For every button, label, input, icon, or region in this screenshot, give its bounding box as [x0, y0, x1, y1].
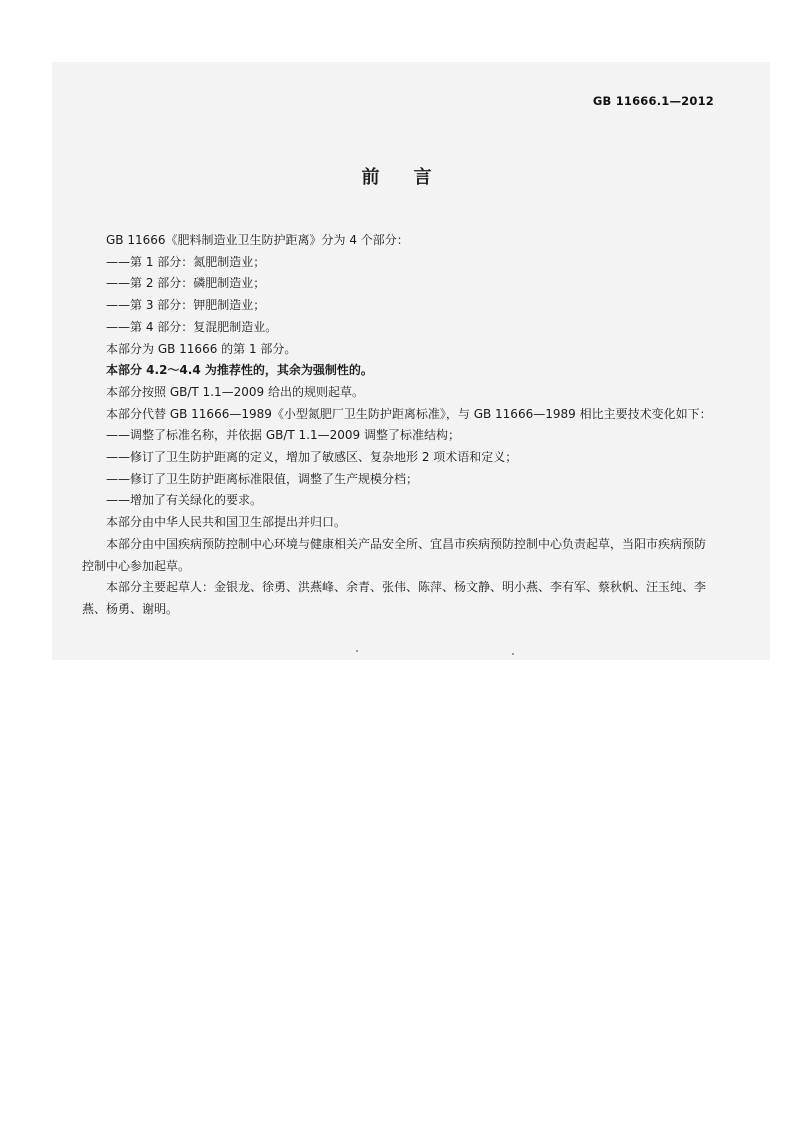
list-item-change-3: ——修订了卫生防护距离标准限值，调整了生产规模分档； [106, 471, 419, 486]
paragraph-drafting-units: 本部分由中国疾病预防控制中心环境与健康相关产品安全所、宜昌市疾病预防控制中心负责起草，当阳市疾病预防控制中心参加起草。 [82, 536, 707, 573]
paragraph-intro: GB 11666《肥料制造业卫生防护距离》分为 4 个部分： [106, 233, 409, 247]
foreword-body [82, 230, 714, 621]
scan-speck [356, 650, 358, 652]
list-item-part-1: ——第 1 部分：氮肥制造业； [106, 254, 266, 269]
list-item-part-2: ——第 2 部分：磷肥制造业； [106, 276, 266, 291]
paragraph-part-scope: 本部分为 GB 11666 的第 1 部分。 [106, 341, 297, 356]
scan-speck [512, 653, 514, 655]
paragraph-drafting-rules: 本部分按照 GB/T 1.1—2009 给出的规则起草。 [106, 384, 364, 399]
paragraph-replaces: 本部分代替 GB 11666—1989《小型氮肥厂卫生防护距离标准》，与 GB 11666—1989 相比主要技术变化如下： [106, 406, 712, 421]
page-title: 前言 [361, 167, 466, 188]
list-item-part-3: ——第 3 部分：钾肥制造业； [106, 298, 266, 313]
list-item-change-1: ——调整了标准名称，并依据 GB/T 1.1—2009 调整了标准结构； [106, 428, 460, 443]
list-item-change-2: ——修订了卫生防护距离的定义，增加了敏感区、复杂地形 2 项术语和定义； [106, 450, 518, 465]
standard-number: GB 11666.1—2012 [592, 94, 714, 108]
paragraph-mandatory: 本部分 4.2～4.4 为推荐性的，其余为强制性的。 [106, 363, 373, 378]
list-item-part-4: ——第 4 部分：复混肥制造业。 [106, 319, 278, 334]
list-item-change-4: ——增加了有关绿化的要求。 [106, 493, 263, 508]
paragraph-proposer: 本部分由中华人民共和国卫生部提出并归口。 [106, 515, 347, 530]
paragraph-drafters: 本部分主要起草人：金银龙、徐勇、洪燕峰、余青、张伟、陈萍、杨文静、明小燕、李有军、蔡秋帆、汪玉纯、李燕、杨勇、谢明。 [82, 580, 707, 616]
